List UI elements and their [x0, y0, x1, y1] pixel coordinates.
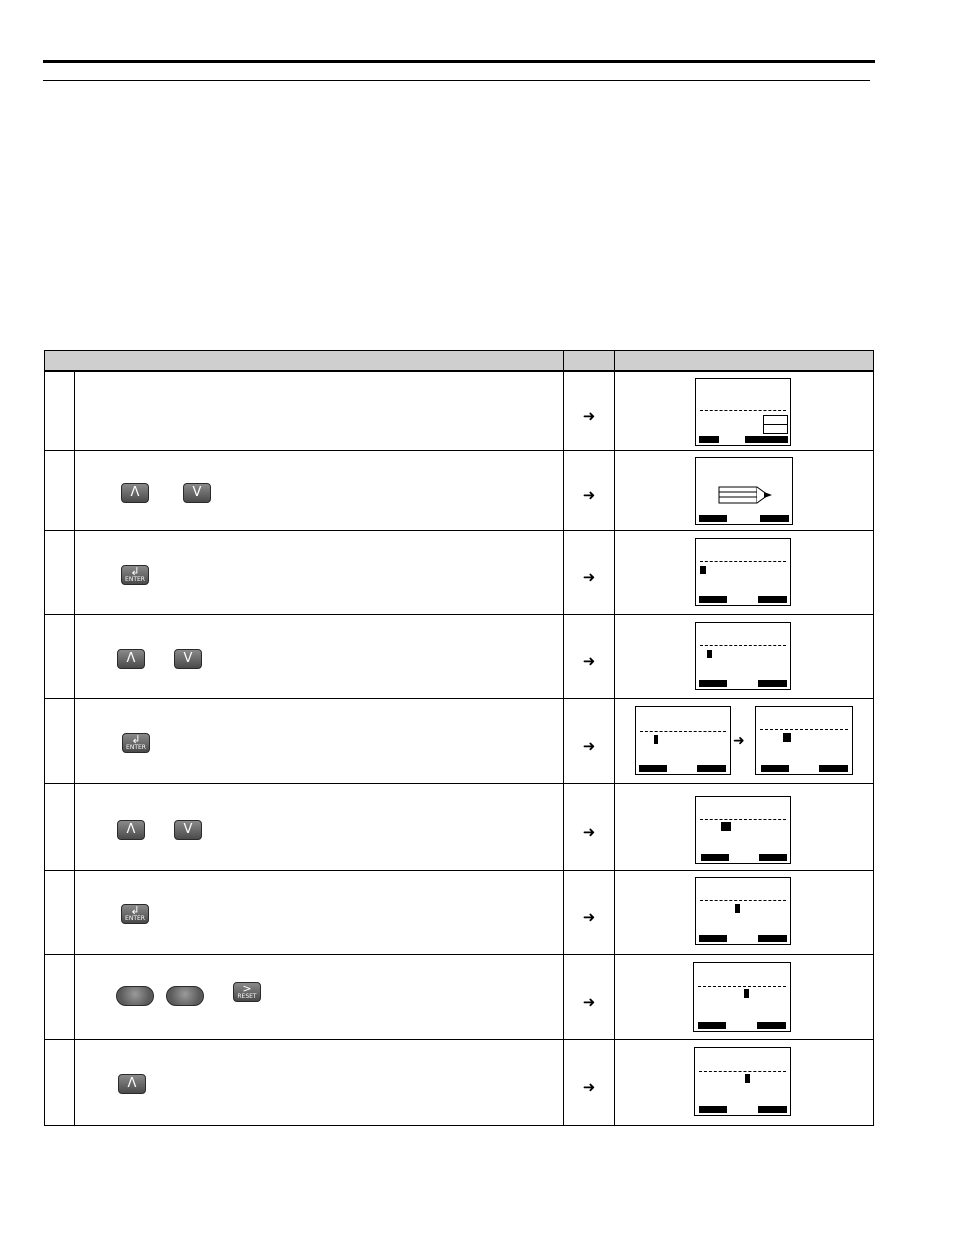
step-description	[75, 530, 564, 614]
step-number	[45, 870, 75, 954]
header-display	[615, 351, 874, 372]
table-row	[45, 371, 874, 450]
step-number	[45, 614, 75, 698]
step-display	[615, 371, 874, 450]
lcd-screen	[693, 962, 791, 1032]
right-arrow-icon: ➜	[582, 992, 596, 1011]
table-row	[45, 530, 874, 614]
step-display	[615, 783, 874, 870]
enter-key-icon: ↲ ENTER	[121, 904, 149, 924]
step-display	[615, 1039, 874, 1125]
step-arrow	[564, 954, 615, 1039]
step-display	[615, 614, 874, 698]
table-row	[45, 1039, 874, 1125]
lcd-screen	[755, 706, 853, 775]
lcd-screen	[695, 796, 791, 864]
up-arrow-key-icon: Λ	[117, 820, 145, 840]
step-description	[75, 698, 564, 783]
right-arrow-icon: ➜	[582, 736, 596, 755]
lcd-screen	[695, 457, 793, 525]
step-number	[45, 698, 75, 783]
step-description	[75, 371, 564, 450]
procedure-table	[44, 350, 874, 1126]
step-arrow	[564, 783, 615, 870]
step-number	[45, 450, 75, 530]
step-number	[45, 1039, 75, 1125]
step-arrow	[564, 450, 615, 530]
right-arrow-icon: ➜	[582, 822, 596, 841]
lcd-screen	[695, 378, 791, 446]
down-arrow-key-icon: V	[174, 649, 202, 669]
header-rule-thick	[43, 60, 875, 63]
step-arrow	[564, 698, 615, 783]
round-key-icon	[166, 986, 204, 1006]
step-number	[45, 530, 75, 614]
table-row	[45, 783, 874, 870]
right-arrow-icon: ➜	[582, 568, 596, 586]
right-arrow-icon: ➜	[733, 732, 745, 749]
step-description	[75, 614, 564, 698]
header-procedure	[45, 351, 564, 372]
lcd-screen	[695, 877, 791, 945]
pencil-icon	[718, 485, 778, 505]
header-arrow	[564, 351, 615, 372]
up-arrow-key-icon: Λ	[117, 649, 145, 669]
step-arrow	[564, 530, 615, 614]
down-arrow-key-icon: V	[174, 820, 202, 840]
step-description	[75, 783, 564, 870]
table-header-row	[45, 351, 874, 372]
table-row	[45, 954, 874, 1039]
step-display	[615, 450, 874, 530]
step-number	[45, 783, 75, 870]
step-description	[75, 870, 564, 954]
reset-key-icon: > RESET	[233, 982, 261, 1002]
enter-key-icon: ↲ ENTER	[121, 565, 149, 585]
lcd-screen	[695, 622, 791, 690]
right-arrow-icon: ➜	[582, 406, 596, 425]
up-arrow-key-icon: Λ	[118, 1074, 146, 1094]
step-number	[45, 371, 75, 450]
step-description	[75, 1039, 564, 1125]
step-display	[615, 530, 874, 614]
step-arrow	[564, 614, 615, 698]
right-arrow-icon: ➜	[582, 486, 596, 504]
table-row	[45, 450, 874, 530]
lcd-screen	[695, 538, 791, 606]
right-arrow-icon: ➜	[582, 652, 596, 670]
table-row	[45, 698, 874, 783]
up-arrow-key-icon: Λ	[121, 483, 149, 503]
lcd-screen	[694, 1047, 791, 1116]
step-number	[45, 954, 75, 1039]
step-display	[615, 954, 874, 1039]
step-display	[615, 698, 874, 783]
step-description	[75, 954, 564, 1039]
step-display	[615, 870, 874, 954]
step-arrow	[564, 371, 615, 450]
right-arrow-icon: ➜	[582, 1078, 596, 1096]
enter-key-icon: ↲ ENTER	[122, 733, 150, 753]
down-arrow-key-icon: V	[183, 483, 211, 503]
step-arrow	[564, 870, 615, 954]
table-row	[45, 870, 874, 954]
step-description	[75, 450, 564, 530]
lcd-screen	[635, 706, 731, 775]
table-row	[45, 614, 874, 698]
step-arrow	[564, 1039, 615, 1125]
right-arrow-icon: ➜	[582, 908, 596, 926]
header-rule-thin	[43, 80, 870, 81]
round-key-icon	[116, 986, 154, 1006]
